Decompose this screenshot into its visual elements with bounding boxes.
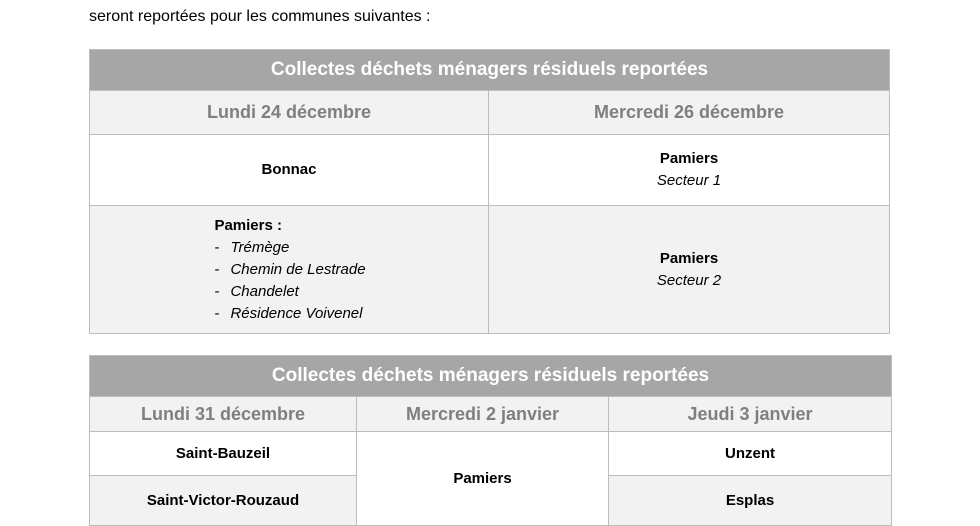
commune-name: Pamiers (659, 150, 719, 167)
cell-pamiers-secteur-2 (489, 206, 890, 334)
table-title: Collectes déchets ménagers résiduels reportées (90, 50, 890, 91)
cell-esplas: Esplas (609, 476, 892, 526)
table-title: Collectes déchets ménagers résiduels reportées (90, 356, 892, 397)
cell-unzent: Unzent (609, 432, 892, 476)
column-header-jeudi-3: Jeudi 3 janvier (609, 397, 892, 432)
list-item: - Résidence Voivenel (214, 304, 363, 322)
column-header-lundi-31: Lundi 31 décembre (90, 397, 357, 432)
cell-pamiers-secteur-1 (489, 135, 890, 206)
street-list (212, 215, 365, 325)
column-header-mercredi-26: Mercredi 26 décembre (489, 91, 890, 135)
cell-bonnac: Bonnac (90, 135, 489, 206)
list-item: - Trémège (214, 238, 290, 256)
column-header-lundi-24: Lundi 24 décembre (90, 91, 489, 135)
intro-text: seront reportées pour les communes suivantes : (89, 8, 431, 25)
cell-pamiers-streets (90, 206, 489, 334)
column-header-mercredi-2: Mercredi 2 janvier (357, 397, 609, 432)
commune-name: Pamiers (659, 249, 719, 267)
cell-saint-bauzeil: Saint-Bauzeil (90, 432, 357, 476)
commune-name: Pamiers : (214, 216, 282, 234)
collection-table-january (89, 355, 892, 526)
cell-saint-victor-rouzaud: Saint-Victor-Rouzaud (90, 476, 357, 526)
list-item: - Chemin de Lestrade (214, 260, 366, 278)
sector-label: Secteur 1 (656, 172, 722, 189)
cell-pamiers: Pamiers (357, 432, 609, 526)
collection-table-december (89, 49, 890, 334)
list-item: - Chandelet (214, 282, 299, 300)
sector-label: Secteur 2 (656, 271, 722, 289)
